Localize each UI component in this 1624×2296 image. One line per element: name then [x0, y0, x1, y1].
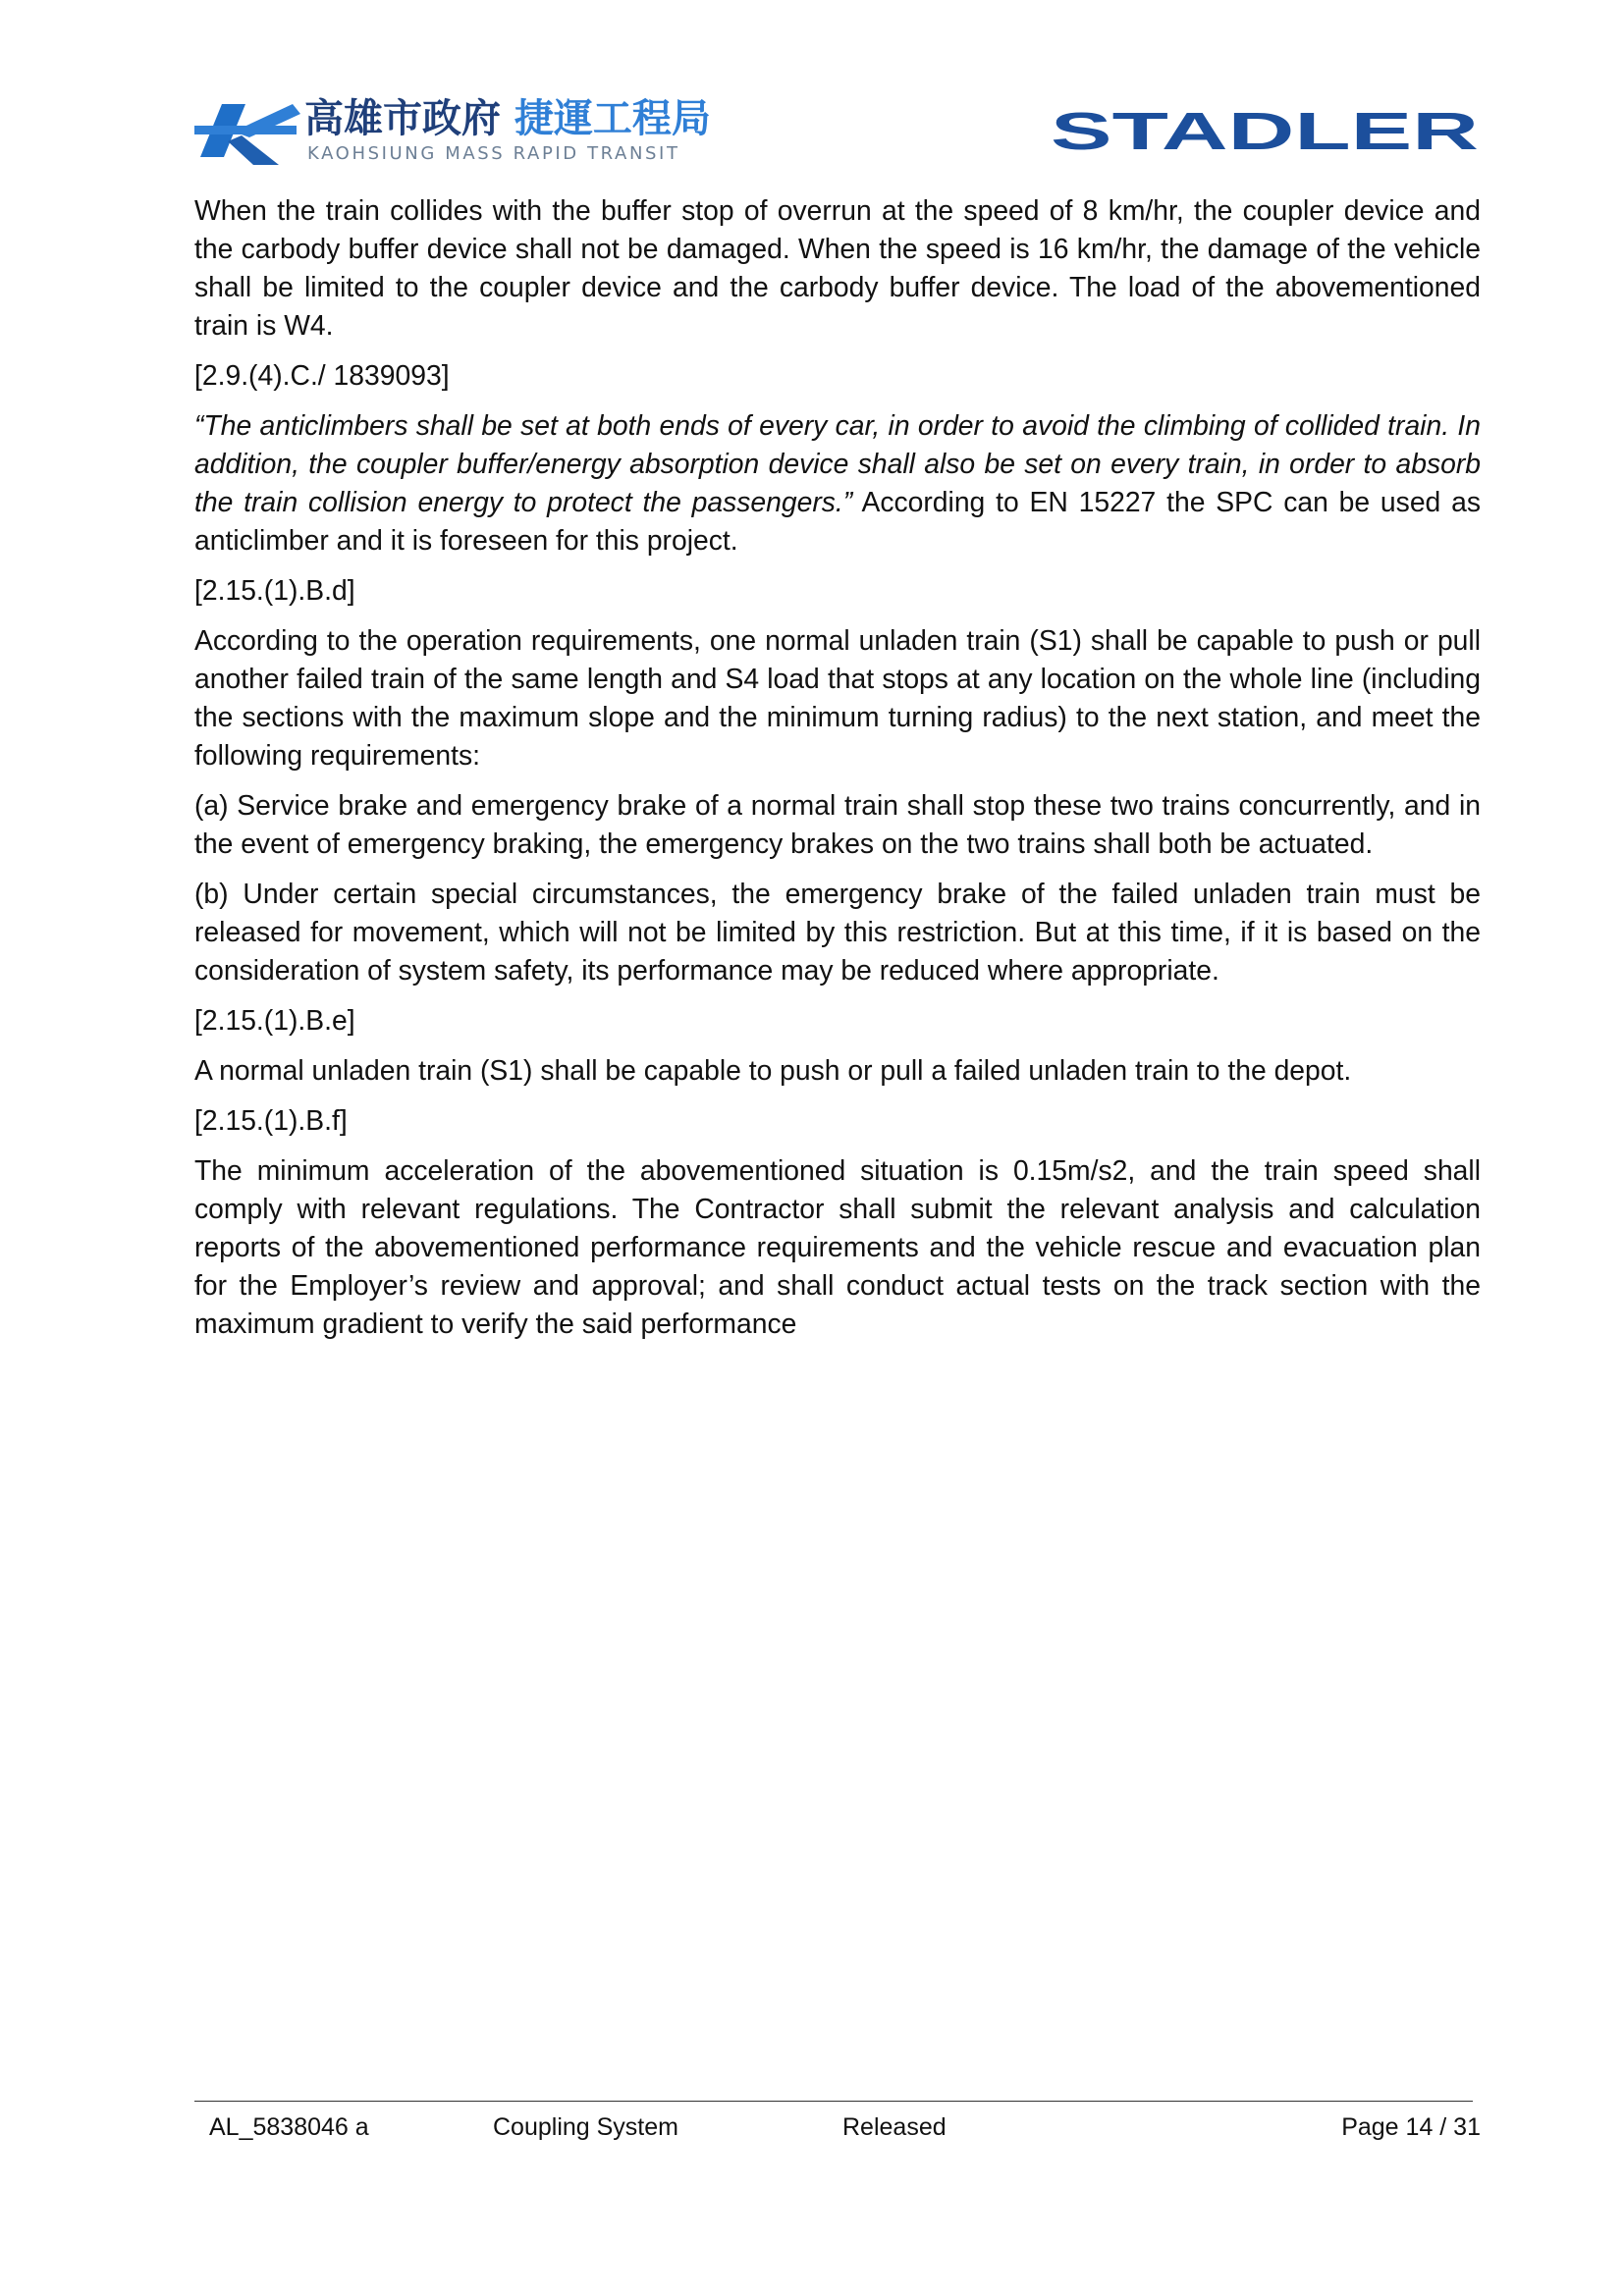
quote-response: According to EN 15227 the SPC can be used as anticlimber and it is foreseen for this project.	[194, 486, 1481, 556]
kmrt-name-chinese	[304, 94, 711, 143]
footer-document-id: AL_5838046 a	[209, 2113, 369, 2141]
kmrt-logo-icon	[194, 96, 302, 167]
footer-page-number: Page 14 / 31	[1341, 2113, 1481, 2141]
kmrt-name-chinese-part1: 高雄市政府	[304, 96, 514, 141]
paragraph-collision-speed: When the train collides with the buffer stop of overrun at the speed of 8 km/hr, the coupler device and the carbody buffer device shall not be damaged. When the speed is 16 km/hr, the damage of the vehicle shall be limited to the coupler device and the carbody buffer device. The load of the abovementioned train is W4.	[194, 194, 1481, 341]
requirement-quote: “The anticlimbers shall be set at both ends of every car, in order to avoid the climbing of collided train. In addition, the coupler buffer/energy absorption device shall also be set on every train, in order to absorb the train collision energy to protect the passengers.”	[194, 409, 1481, 517]
stadler-logo-text: STADLER	[1051, 106, 1479, 157]
document-body	[194, 191, 1481, 1355]
paragraph-anticlimbers	[194, 406, 1481, 560]
paragraph-rescue-requirement: According to the operation requirements, one normal unladen train (S1) shall be capable to push or pull another failed train of the same length and S4 load that stops at any location on the whole line (including the sections with the maximum slope and the minimum turning radius) to the next station, and meet the following requirements:	[194, 624, 1481, 771]
kmrt-name-english: KAOHSIUNG MASS RAPID TRANSIT	[307, 143, 680, 164]
footer-document-title: Coupling System	[493, 2113, 678, 2141]
paragraph-requirement-a: (a) Service brake and emergency brake of a normal train shall stop these two trains concurrently, and in the event of emergency braking, the emergency brakes on the two trains shall both be actuated.	[194, 789, 1481, 859]
footer-divider	[194, 2101, 1473, 2102]
page-header	[194, 94, 1481, 173]
paragraph-depot-rescue: A normal unladen train (S1) shall be capable to push or pull a failed unladen train to the depot.	[194, 1054, 1352, 1086]
paragraph-minimum-acceleration: The minimum acceleration of the abovementioned situation is 0.15m/s2, and the train speed shall comply with relevant regulations. The Contractor shall submit the relevant analysis and calculation reports of the abovementioned performance requirements and the vehicle rescue and evacuation plan for the Employer’s review and approval; and shall conduct actual tests on the track section with the maximum gradient to verify the said performance	[194, 1154, 1481, 1339]
kmrt-logo	[194, 94, 711, 173]
kmrt-name-chinese-part2: 捷運工程局	[514, 96, 711, 141]
requirement-reference: [2.15.(1).B.d]	[194, 574, 355, 606]
requirement-reference: [2.9.(4).C./ 1839093]	[194, 359, 450, 391]
footer-status: Released	[842, 2113, 947, 2141]
stadler-logo	[1049, 106, 1481, 157]
requirement-reference: [2.15.(1).B.e]	[194, 1004, 355, 1036]
requirement-reference: [2.15.(1).B.f]	[194, 1104, 348, 1136]
paragraph-requirement-b: (b) Under certain special circumstances, the emergency brake of the failed unladen train must be released for movement, which will not be limited by this restriction. But at this time, if it is based on the consideration of system safety, its performance may be reduced where appropriate.	[194, 878, 1481, 986]
